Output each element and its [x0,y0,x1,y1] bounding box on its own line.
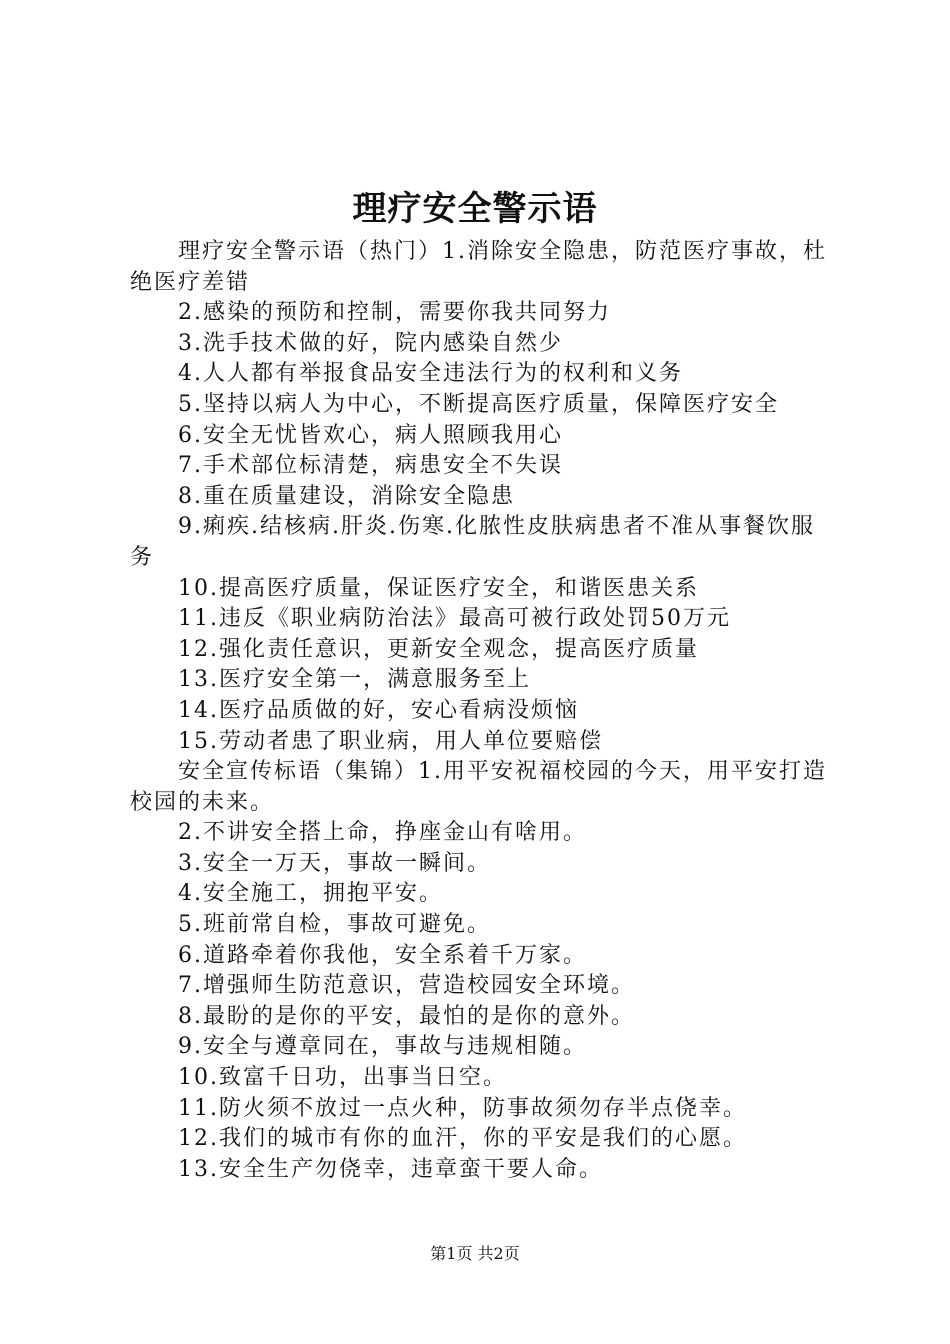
paragraph: 安全宣传标语（集锦）1.用平安祝福校园的今天，用平安打造校园的未来。 [130,759,827,815]
paragraph: 2.感染的预防和控制，需要你我共同努力 [178,300,611,326]
paragraph: 12.强化责任意识，更新安全观念，提高医疗质量 [178,636,699,662]
paragraph: 4.人人都有举报食品安全违法行为的权利和义务 [178,361,683,387]
paragraph: 9.痢疾.结核病.肝炎.伤寒.化脓性皮肤病患者不准从事餐饮服务 [130,514,815,570]
paragraph: 5.坚持以病人为中心，不断提高医疗质量，保障医疗安全 [178,391,779,417]
paragraph: 3.洗手技术做的好，院内感染自然少 [178,330,563,356]
paragraph: 12.我们的城市有你的血汗，你的平安是我们的心愿。 [178,1126,747,1152]
page-footer: 第1页 共2页 [430,1244,520,1263]
paragraph: 6.安全无忧皆欢心，病人照顾我用心 [178,422,563,448]
paragraph: 9.安全与遵章同在，事故与违规相随。 [178,1034,587,1060]
paragraph: 8.最盼的是你的平安，最怕的是你的意外。 [178,1003,635,1029]
paragraph: 5.班前常自检，事故可避免。 [178,912,491,938]
paragraph: 2.不讲安全搭上命，挣座金山有啥用。 [178,820,587,846]
paragraph: 6.道路牵着你我他，安全系着千万家。 [178,942,587,968]
paragraph: 13.安全生产勿侥幸，违章蛮干要人命。 [178,1156,603,1182]
paragraph: 4.安全施工，拥抱平安。 [178,881,443,907]
document-title: 理疗安全警示语 [352,189,598,229]
paragraph: 15.劳动者患了职业病，用人单位要赔偿 [178,728,603,754]
paragraph: 10.致富千日功，出事当日空。 [178,1065,507,1091]
paragraph: 8.重在质量建设，消除安全隐患 [178,483,515,509]
paragraph: 11.违反《职业病防治法》最高可被行政处罚50万元 [178,606,731,632]
paragraph: 7.增强师生防范意识，营造校园安全环境。 [178,973,635,999]
paragraph: 10.提高医疗质量，保证医疗安全，和谐医患关系 [178,575,699,601]
paragraph: 13.医疗安全第一，满意服务至上 [178,667,531,693]
paragraph: 14.医疗品质做的好，安心看病没烦恼 [178,697,579,723]
paragraph: 理疗安全警示语（热门）1.消除安全隐患，防范医疗事故，杜绝医疗差错 [130,239,827,295]
paragraph: 3.安全一万天，事故一瞬间。 [178,850,491,876]
paragraph: 7.手术部位标清楚，病患安全不失误 [178,453,563,479]
document-body [130,237,830,1185]
paragraph: 11.防火须不放过一点火种，防事故须勿存半点侥幸。 [178,1095,747,1121]
